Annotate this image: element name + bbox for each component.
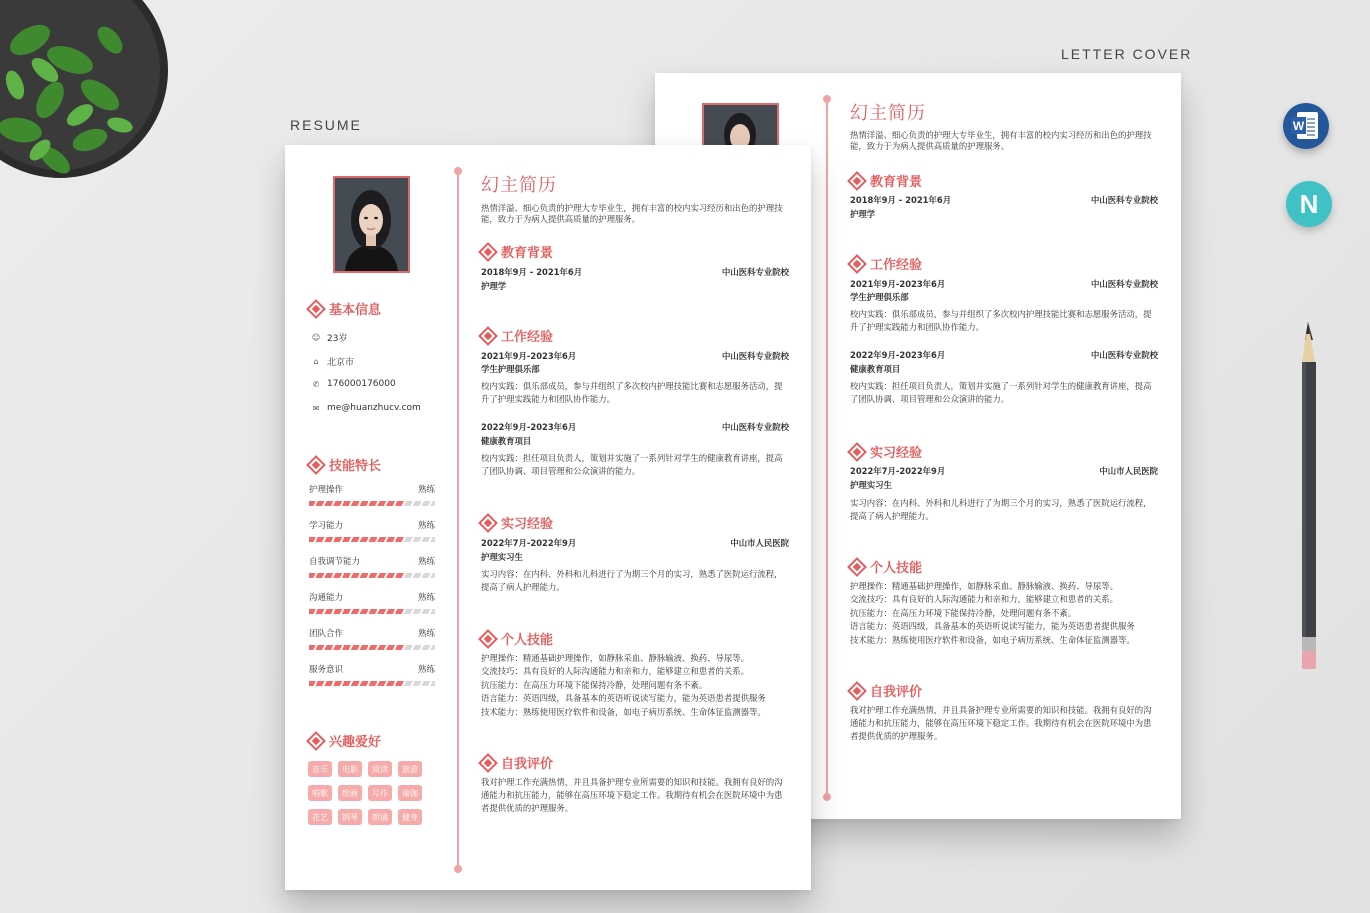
education-row: 2018年9月 - 2021年6月 中山医科专业院校 xyxy=(850,195,1158,205)
education-major: 护理学 xyxy=(481,281,507,291)
skill-bar-fill xyxy=(309,609,404,614)
hobby-tag: 阅读 xyxy=(368,761,392,777)
skill-bar-fill xyxy=(309,501,404,506)
skill-item: 学习能力 熟练 xyxy=(309,519,435,542)
hobby-tag: 瑜伽 xyxy=(398,785,422,801)
work-desc: 校内实践：担任项目负责人，策划并实施了一系列针对学生的健康教育讲座，提高了团队协调、项目管理和公众演讲的能力。 xyxy=(481,453,783,476)
skill-bar-fill xyxy=(309,645,404,650)
work-desc: 校内实践：俱乐部成员，参与并组织了多次校内护理技能比赛和志愿服务活动，提升了护理实践能力和团队协作能力。 xyxy=(850,309,1152,332)
skill-item: 团队合作 熟练 xyxy=(309,627,435,650)
resume-name: 幻主简历 xyxy=(850,103,926,124)
skill-bar-fill xyxy=(309,537,404,542)
skill-bar xyxy=(309,681,435,686)
work-desc: 校内实践：担任项目负责人，策划并实施了一系列针对学生的健康教育讲座，提高了团队协调、项目管理和公众演讲的能力。 xyxy=(850,381,1152,404)
skill-item: 自我调节能力 熟练 xyxy=(309,555,435,578)
hobby-tag: 朗诵 xyxy=(368,809,392,825)
intern-desc: 实习内容：在内科、外科和儿科进行了为期三个月的实习，熟悉了医院运行流程，提高了病人护理能力。 xyxy=(481,569,783,592)
intern-row: 2022年7月-2022年9月 中山市人民医院 xyxy=(481,538,789,548)
n-app-icon[interactable]: N xyxy=(1286,181,1332,227)
diamond-icon xyxy=(847,557,867,577)
diamond-icon xyxy=(847,681,867,701)
pencil-decoration xyxy=(1297,322,1321,672)
self-eval-text: 我对护理工作充满热情，并且具备护理专业所需要的知识和技能。我拥有良好的沟通能力和抗压能力，能够在高压环境下稳定工作。我期待有机会在医院环境中为患者提供优质的护理服务。 xyxy=(481,777,783,813)
home-icon: ⌂ xyxy=(313,357,319,366)
profile-photo xyxy=(333,176,410,273)
section-education: 教育背景 xyxy=(850,171,922,190)
skill-item: 护理操作 熟练 xyxy=(309,483,435,506)
work-row: 2022年9月-2023年6月 中山医科专业院校 xyxy=(481,422,789,432)
diamond-icon xyxy=(478,753,498,773)
hobby-tags xyxy=(308,761,438,825)
hobby-tag: 钢琴 xyxy=(338,809,362,825)
section-self-eval: 自我评价 xyxy=(481,753,553,772)
work-role: 健康教育项目 xyxy=(850,364,901,374)
section-work: 工作经验 xyxy=(481,326,553,345)
section-basic-info: 基本信息 xyxy=(309,299,381,318)
person-icon: ☺ xyxy=(311,333,321,342)
hobby-tag: 健身 xyxy=(398,809,422,825)
section-hobbies: 兴趣爱好 xyxy=(309,731,381,750)
hobby-tag: 绘画 xyxy=(338,785,362,801)
section-intern: 实习经验 xyxy=(850,442,922,461)
letter-main-column xyxy=(850,73,1160,819)
resume-name: 幻主简历 xyxy=(481,175,557,196)
info-email: ✉ me@huanzhucv.com xyxy=(312,403,421,413)
section-skills: 技能特长 xyxy=(309,455,381,474)
info-age: ☺ 23岁 xyxy=(311,333,348,344)
skill-bar xyxy=(309,645,435,650)
resume-sidebar xyxy=(285,145,457,890)
skill-bar xyxy=(309,573,435,578)
info-phone: ✆ 176000176000 xyxy=(312,379,396,389)
diamond-icon xyxy=(306,299,326,319)
work-row: 2022年9月-2023年6月 中山医科专业院校 xyxy=(850,350,1158,360)
intern-role: 护理实习生 xyxy=(481,552,523,562)
word-file-icon[interactable]: W xyxy=(1283,103,1329,149)
diamond-icon xyxy=(478,513,498,533)
hobby-tag: 写作 xyxy=(368,785,392,801)
work-row: 2021年9月-2023年6月 中山医科专业院校 xyxy=(850,279,1158,289)
skill-bar xyxy=(309,501,435,506)
education-row: 2018年9月 - 2021年6月 中山医科专业院校 xyxy=(481,267,789,277)
diamond-icon xyxy=(478,629,498,649)
diamond-icon xyxy=(306,455,326,475)
timeline-line xyxy=(457,171,459,869)
intro-text: 热情洋溢、细心负责的护理大专毕业生，拥有丰富的校内实习经历和出色的护理技能，致力于为病人提供高质量的护理服务。 xyxy=(850,130,1152,151)
timeline-line xyxy=(826,99,828,797)
intern-role: 护理实习生 xyxy=(850,480,892,490)
work-role: 学生护理俱乐部 xyxy=(481,364,540,374)
section-personal-skills: 个人技能 xyxy=(481,629,553,648)
section-self-eval: 自我评价 xyxy=(850,681,922,700)
plant-decoration xyxy=(0,0,175,190)
diamond-icon xyxy=(847,442,867,462)
diamond-icon xyxy=(847,171,867,191)
phone-icon: ✆ xyxy=(312,379,320,389)
skill-bar xyxy=(309,609,435,614)
diamond-icon xyxy=(847,254,867,274)
info-city: ⌂ 北京市 xyxy=(311,355,354,368)
skill-item: 沟通能力 熟练 xyxy=(309,591,435,614)
education-major: 护理学 xyxy=(850,209,876,219)
section-work: 工作经验 xyxy=(850,254,922,273)
intro-text: 热情洋溢、细心负责的护理大专毕业生，拥有丰富的校内实习经历和出色的护理技能，致力于为病人提供高质量的护理服务。 xyxy=(481,203,783,224)
hobby-tag: 花艺 xyxy=(308,809,332,825)
skill-bar-fill xyxy=(309,681,404,686)
hobby-tag: 音乐 xyxy=(308,761,332,777)
skill-item: 服务意识 熟练 xyxy=(309,663,435,686)
work-role: 健康教育项目 xyxy=(481,436,532,446)
work-row: 2021年9月-2023年6月 中山医科专业院校 xyxy=(481,351,789,361)
diamond-icon xyxy=(306,731,326,751)
section-intern: 实习经验 xyxy=(481,513,553,532)
skill-bar xyxy=(309,537,435,542)
work-role: 学生护理俱乐部 xyxy=(850,292,909,302)
hobby-tag: 电影 xyxy=(338,761,362,777)
resume-sheet xyxy=(285,145,811,890)
personal-skills-list: 护理操作：精通基础护理操作，如静脉采血、静脉输液、换药、导尿等。 交流技巧：具有良好的人际沟通能力和亲和力，能够建立和患者的关系。 抗压能力：在高压力环境下能保持冷静，处理问题有条不紊。 语言能力：英语四级，具备基本的英语听说读写能力，能为英语患者提供服务 技术能力：熟练使用医疗软件和设备，如电子病历系统、生命体征监测器等。 xyxy=(850,581,1135,645)
mail-icon: ✉ xyxy=(312,403,320,413)
personal-skills-list: 护理操作：精通基础护理操作，如静脉采血、静脉输液、换药、导尿等。 交流技巧：具有良好的人际沟通能力和亲和力，能够建立和患者的关系。 抗压能力：在高压力环境下能保持冷静，处理问题有条不紊。 语言能力：英语四级，具备基本的英语听说读写能力，能为英语患者提供服务 技术能力：熟练使用医疗软件和设备，如电子病历系统、生命体征监测器等。 xyxy=(481,653,766,717)
diamond-icon xyxy=(478,326,498,346)
self-eval-text: 我对护理工作充满热情，并且具备护理专业所需要的知识和技能。我拥有良好的沟通能力和抗压能力，能够在高压环境下稳定工作。我期待有机会在医院环境中为患者提供优质的护理服务。 xyxy=(850,705,1152,741)
letter-cover-caption: LETTER COVER xyxy=(1061,46,1193,62)
intern-row: 2022年7月-2022年9月 中山市人民医院 xyxy=(850,466,1158,476)
section-personal-skills: 个人技能 xyxy=(850,557,922,576)
section-education: 教育背景 xyxy=(481,242,553,261)
resume-main-column xyxy=(481,145,791,890)
resume-caption: RESUME xyxy=(290,117,362,133)
hobby-tag: 唱歌 xyxy=(308,785,332,801)
hobby-tag: 旅游 xyxy=(398,761,422,777)
skill-bar-fill xyxy=(309,573,404,578)
work-desc: 校内实践：俱乐部成员，参与并组织了多次校内护理技能比赛和志愿服务活动，提升了护理实践能力和团队协作能力。 xyxy=(481,381,783,404)
intern-desc: 实习内容：在内科、外科和儿科进行了为期三个月的实习，熟悉了医院运行流程，提高了病人护理能力。 xyxy=(850,498,1152,521)
diamond-icon xyxy=(478,242,498,262)
